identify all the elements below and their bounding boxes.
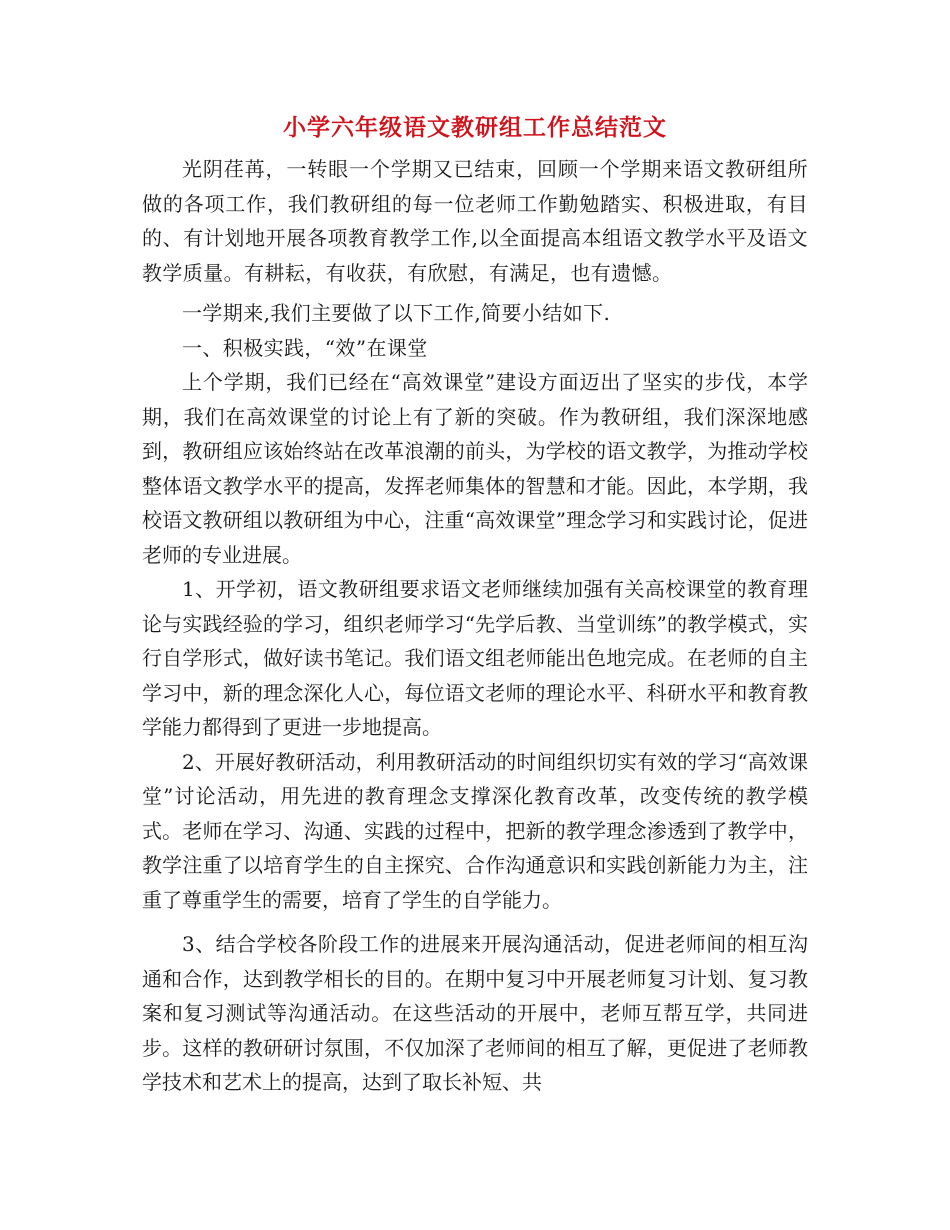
item-3-paragraph: 3、结合学校各阶段工作的进展来开展沟通活动，促进老师间的相互沟通和合作，达到教学相长的目的。在期中复习中开展老师复习计划、复习教案和复习测试等沟通活动。在这些活动的开展中，老师互帮互学，共同进步。这样的教研研讨氛围，不仅加深了老师间的相互了解，更促进了老师教学技术和艺术上的提高，达到了取长补短、共	[142, 932, 808, 1094]
section-heading-1: 一、积极实践，“效”在课堂	[182, 335, 428, 360]
section-1-paragraph: 上个学期，我们已经在“高效课堂”建设方面迈出了坚实的步伐，本学期，我们在高效课堂的讨论上有了新的突破。作为教研组，我们深深地感到，教研组应该始终站在改革浪潮的前头，为学校的语文教学，为推动学校整体语文教学水平的提高，发挥老师集体的智慧和才能。因此，本学期，我校语文教研组以教研组为中心，注重“高效课堂”理念学习和实践讨论，促进老师的专业进展。	[142, 370, 808, 567]
document-title: 小学六年级语文教研组工作总结范文	[283, 114, 667, 141]
item-1-paragraph: 1、开学初，语文教研组要求语文老师继续加强有关高校课堂的教育理论与实践经验的学习，组织老师学习“先学后教、当堂训练”的教学模式，实行自学形式，做好读书笔记。我们语文组老师能出色地完成。在老师的自主学习中，新的理念深化人心，每位语文老师的理论水平、科研水平和教育教学能力都得到了更进一步地提高。	[142, 577, 808, 739]
intro-paragraph: 光阴荏苒，一转眼一个学期又已结束，回顾一个学期来语文教研组所做的各项工作，我们教研组的每一位老师工作勤勉踏实、积极进取，有目的、有计划地开展各项教育教学工作,以全面提高本组语文教学水平及语文教学质量。有耕耘，有收获，有欣慰，有满足，也有遗憾。	[142, 157, 808, 285]
item-2-paragraph: 2、开展好教研活动，利用教研活动的时间组织切实有效的学习“高效课堂”讨论活动，用先进的教育理念支撑深化教育改革，改变传统的教学模式。老师在学习、沟通、实践的过程中，把新的教学理念渗透到了教学中，教学注重了以培育学生的自主探究、合作沟通意识和实践创新能力为主，注重了尊重学生的需要，培育了学生的自学能力。	[142, 749, 808, 912]
document-body	[142, 108, 808, 1100]
summary-lead-paragraph: 一学期来,我们主要做了以下工作,简要小结如下.	[182, 301, 611, 325]
